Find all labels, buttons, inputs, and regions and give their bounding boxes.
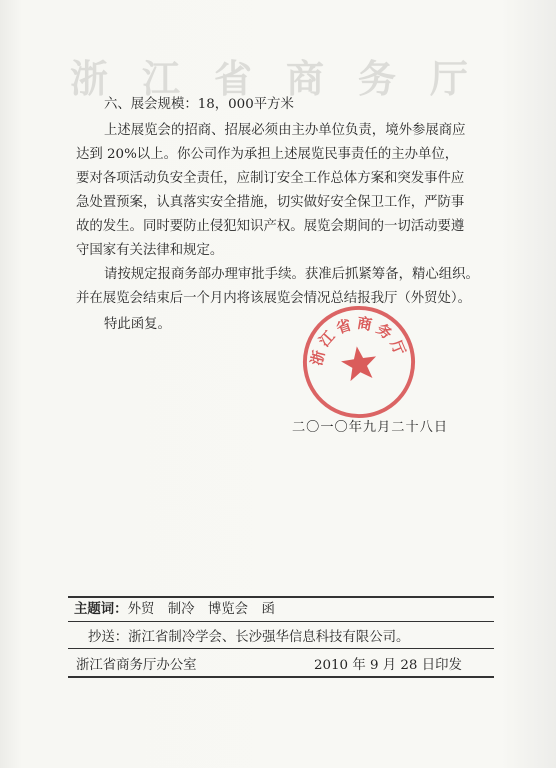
paragraph-line: 急处置预案，认真落实安全措施，切实做好安全保卫工作，严防事 bbox=[76, 195, 465, 210]
cc-line: 抄送：浙江省制冷学会、长沙强华信息科技有限公司。 bbox=[88, 630, 410, 645]
subject-words-row bbox=[74, 598, 275, 617]
paragraph-line: 故的发生。同时要防止侵犯知识产权。展览会期间的一切活动要遵 bbox=[76, 219, 465, 234]
item-six-exhibition-scale: 六、展会规模：18，000平方米 bbox=[104, 97, 294, 112]
paragraph-line: 要对各项活动负安全责任，应制订安全工作总体方案和突发事件应 bbox=[76, 171, 465, 186]
print-date: 2010 年 9 月 28 日印发 bbox=[314, 658, 462, 673]
watermark-text: 浙江省商务厅 bbox=[70, 56, 503, 101]
seal-star-icon bbox=[339, 344, 379, 382]
subject-words: 外贸 制冷 博览会 函 bbox=[127, 602, 275, 617]
paragraph-line: 并在展览会结束后一个月内将该展览会情况总结报我厅（外贸处）。 bbox=[76, 291, 472, 306]
divider bbox=[68, 621, 494, 622]
subject-words-label: 主题词： bbox=[74, 602, 128, 617]
signature-date: 二〇一〇年九月二十八日 bbox=[292, 420, 449, 435]
paragraph-line: 守国家有关法律和规定。 bbox=[76, 243, 224, 258]
paragraph-line: 请按规定报商务部办理审批手续。获准后抓紧筹备，精心组织。 bbox=[104, 267, 479, 282]
closing-text: 特此函复。 bbox=[104, 317, 171, 332]
divider bbox=[68, 648, 494, 649]
official-seal-stamp bbox=[292, 295, 425, 428]
paragraph-line: 上述展览会的招商、招展必须由主办单位负责，境外参展商应 bbox=[104, 123, 466, 138]
paragraph-line: 达到 20%以上。你公司作为承担上述展览民事责任的主办单位， bbox=[76, 147, 459, 162]
issuing-office: 浙江省商务厅办公室 bbox=[76, 658, 197, 673]
divider bbox=[68, 676, 494, 678]
seal-ring-text: 浙江省商务厅 bbox=[308, 314, 410, 368]
